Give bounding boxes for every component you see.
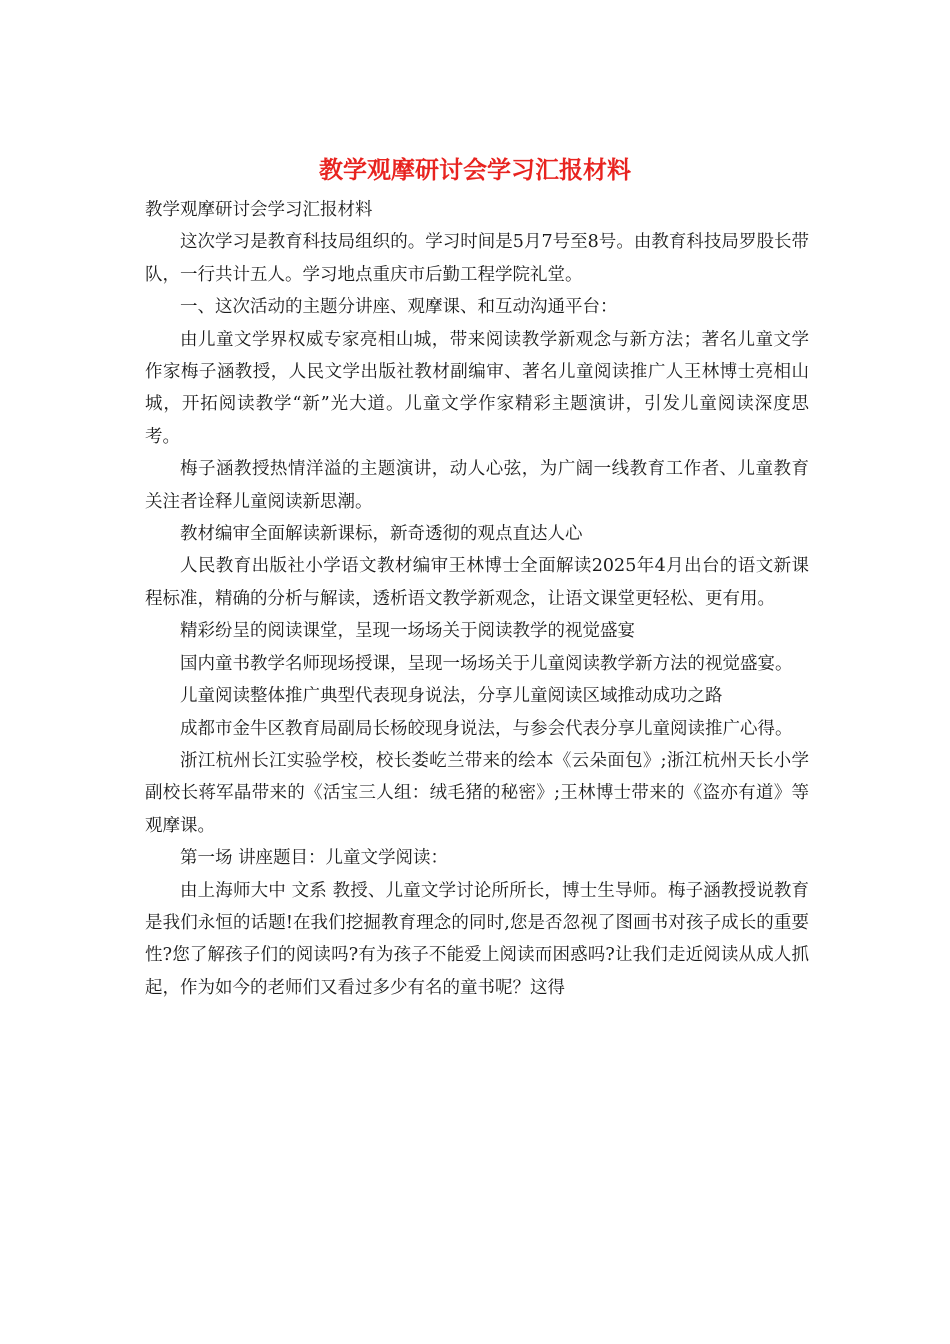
paragraph-experts: 由儿童文学界权威专家亮相山城，带来阅读教学新观念与新方法；著名儿童文学作家梅子涵教授，人民文学出版社教材副编审、著名儿童阅读推广人王林博士亮相山城，开拓阅读教学“新”光大道。儿童文学作家精彩主题演讲，引发儿童阅读深度思考。	[145, 329, 809, 447]
paragraph-lecture-heading: 第一场 讲座题目：儿童文学阅读：	[180, 848, 449, 869]
paragraph-lecture: 由上海师大中 文系 教授、儿童文学讨论所所长，博士生导师。梅子涵教授说教育是我们永恒的话题!在我们挖掘教育理念的同时,您是否忽视了图画书对孩子成长的重要性?您了解孩子们的阅读吗?有为孩子不能爱上阅读而困惑吗?让我们走近阅读从成人抓起，作为如今的老师们又看过多少有名的童书呢？这得	[145, 880, 809, 998]
paragraph-study-info: 这次学习是教育科技局组织的。学习时间是5月7号至8号。由教育科技局罗股长带队，一行共计五人。学习地点重庆市后勤工程学院礼堂。	[145, 232, 809, 285]
paragraph-section-heading: 一、这次活动的主题分讲座、观摩课、和互动沟通平台：	[180, 297, 618, 318]
paragraph-curriculum-heading: 教材编审全面解读新课标，新奇透彻的观点直达人心	[180, 524, 583, 545]
paragraph-promotion-heading: 儿童阅读整体推广典型代表现身说法，分享儿童阅读区域推动成功之路	[180, 686, 723, 707]
paragraph-curriculum: 人民教育出版社小学语文教材编审王林博士全面解读2025年4月出台的语文新课程标准，精确的分析与解读，透析语文教学新观念，让语文课堂更轻松、更有用。	[145, 556, 809, 609]
paragraph-keynote: 梅子涵教授热情洋溢的主题演讲，动人心弦，为广阔一线教育工作者、儿童教育关注者诠释儿童阅读新思潮。	[145, 459, 809, 512]
paragraph-promotion: 成都市金牛区教育局副局长杨皎现身说法，与参会代表分享儿童阅读推广心得。	[180, 718, 793, 739]
paragraph-classroom-heading: 精彩纷呈的阅读课堂，呈现一场场关于阅读教学的视觉盛宴	[180, 621, 635, 642]
document-title: 教学观摩研讨会学习汇报材料	[319, 155, 631, 184]
document-body	[145, 194, 809, 1004]
body-subtitle: 教学观摩研讨会学习汇报材料	[145, 200, 373, 220]
paragraph-classroom: 国内童书教学名师现场授课，呈现一场场关于儿童阅读教学新方法的视觉盛宴。	[180, 653, 793, 674]
paragraph-demo-lessons: 浙江杭州长江实验学校，校长娄屹兰带来的绘本《云朵面包》;浙江杭州天长小学副校长蒋军晶带来的《活宝三人组：绒毛猪的秘密》;王林博士带来的《盗亦有道》等观摩课。	[145, 750, 809, 836]
